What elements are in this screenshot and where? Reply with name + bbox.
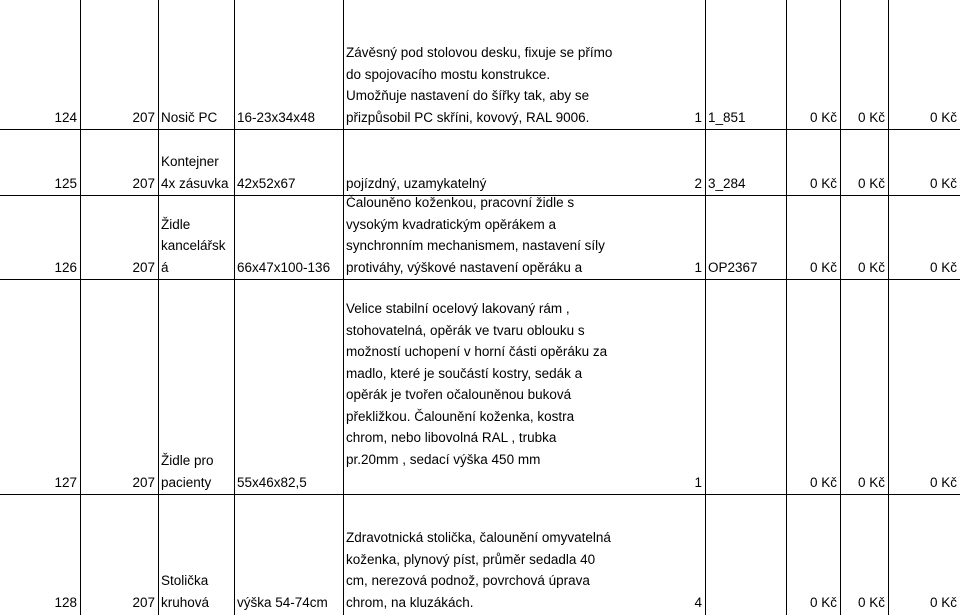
description-text: chrom, na kluzákách. — [346, 594, 474, 610]
quantity-cell[interactable] — [600, 0, 705, 130]
code-text: 207 — [132, 594, 155, 610]
code-text: 207 — [132, 474, 155, 490]
description-text: vysokým kvadratickým opěrákem a — [346, 216, 557, 232]
price-cell-2[interactable] — [840, 130, 888, 196]
price-3-text: 0 Kč — [929, 109, 957, 125]
code-text: 207 — [132, 109, 155, 125]
dimensions-text: 55x46x82,5 — [237, 474, 307, 490]
dimensions-cell[interactable] — [234, 280, 343, 495]
price-3-text: 0 Kč — [929, 259, 957, 275]
description-text: Čalouněno koženkou, pracovní židle s — [346, 195, 575, 210]
price-2-text: 0 Kč — [857, 175, 885, 191]
price-cell-1[interactable] — [786, 495, 840, 615]
item-name-text: Stolička — [161, 573, 209, 588]
price-cell-1[interactable] — [786, 0, 840, 130]
price-cell-2[interactable] — [840, 0, 888, 130]
quantity-cell[interactable] — [600, 196, 705, 280]
price-1-text: 0 Kč — [809, 109, 837, 125]
price-1-text: 0 Kč — [809, 175, 837, 191]
price-cell-2[interactable] — [840, 495, 888, 615]
item-number-cell[interactable] — [0, 196, 80, 280]
item-number-cell[interactable] — [0, 0, 80, 130]
price-cell-2[interactable] — [840, 196, 888, 280]
reference-text: 1_851 — [708, 109, 746, 125]
description-text: do spojovacího mostu konstrukce. — [346, 66, 551, 82]
item-number-text: 127 — [54, 474, 77, 490]
description-text: překližkou. Čalounění koženka, kostra — [346, 408, 575, 424]
item-name-cell[interactable] — [158, 280, 234, 495]
description-text: stohovatelná, opěrák ve tvaru oblouku s — [346, 322, 585, 338]
quantity-text: 1 — [694, 474, 702, 490]
price-1-text: 0 Kč — [809, 594, 837, 610]
quantity-text: 1 — [694, 109, 702, 125]
quantity-cell[interactable] — [600, 495, 705, 615]
price-2-text: 0 Kč — [857, 109, 885, 125]
item-number-cell[interactable] — [0, 280, 80, 495]
item-name-cell[interactable] — [158, 495, 234, 615]
item-number-text: 128 — [54, 594, 77, 610]
price-cell-3[interactable] — [888, 196, 960, 280]
reference-cell[interactable] — [705, 280, 786, 495]
item-name-text: kruhová — [161, 594, 210, 610]
item-number-text: 124 — [54, 109, 77, 125]
price-cell-3[interactable] — [888, 0, 960, 130]
item-number-cell[interactable] — [0, 130, 80, 196]
description-text: opěrák je tvořen očalouněnou buková — [346, 387, 572, 402]
description-text: pr.20mm , sedací výška 450 mm — [346, 451, 541, 467]
item-number-cell[interactable] — [0, 495, 80, 615]
quantity-text: 4 — [694, 594, 702, 610]
reference-cell[interactable] — [705, 130, 786, 196]
item-name-text: Kontejner — [161, 154, 219, 169]
item-name-cell[interactable] — [158, 0, 234, 130]
item-name-cell[interactable] — [158, 130, 234, 196]
price-cell-3[interactable] — [888, 280, 960, 495]
reference-cell[interactable] — [705, 0, 786, 130]
code-cell[interactable] — [80, 280, 158, 495]
dimensions-text: 66x47x100-136 — [237, 259, 331, 275]
description-text: Zdravotnická stolička, čalounění omyvatelná — [346, 530, 611, 545]
description-text: synchronním mechanismem, nastavení síly — [346, 238, 605, 253]
dimensions-cell[interactable] — [234, 0, 343, 130]
item-name-cell[interactable] — [158, 196, 234, 280]
quantity-cell[interactable] — [600, 130, 705, 196]
item-name-text: á — [161, 259, 169, 275]
price-cell-3[interactable] — [888, 130, 960, 196]
description-text: možností uchopení v horní části opěráku za — [346, 344, 608, 359]
quantity-text: 2 — [694, 175, 702, 191]
reference-text: OP2367 — [708, 259, 758, 275]
item-name-text: pacienty — [161, 474, 212, 490]
description-text: Velice stabilní ocelový lakovaný rám , — [346, 301, 570, 316]
reference-cell[interactable] — [705, 495, 786, 615]
description-text: chrom, nebo libovolná RAL , trubka — [346, 430, 557, 445]
price-3-text: 0 Kč — [929, 474, 957, 490]
price-3-text: 0 Kč — [929, 175, 957, 191]
description-text: přizpůsobil PC skříni, kovový, RAL 9006. — [346, 109, 590, 125]
price-1-text: 0 Kč — [809, 474, 837, 490]
description-text: Závěsný pod stolovou desku, fixuje se přímo — [346, 45, 613, 60]
code-cell[interactable] — [80, 196, 158, 280]
dimensions-cell[interactable] — [234, 495, 343, 615]
description-text: madlo, které je součástí kostry, sedák a — [346, 365, 583, 381]
item-number-text: 126 — [54, 259, 77, 275]
dimensions-cell[interactable] — [234, 130, 343, 196]
quantity-text: 1 — [694, 259, 702, 275]
description-text: protiváhy, výškové nastavení opěráku a — [346, 259, 583, 275]
price-2-text: 0 Kč — [857, 474, 885, 490]
item-name-text: 4x zásuvka — [161, 175, 229, 191]
price-3-text: 0 Kč — [929, 594, 957, 610]
description-text: cm, nerezová podnož, povrchová úprava — [346, 573, 590, 588]
reference-text: 3_284 — [708, 175, 746, 191]
dimensions-text: 42x52x67 — [237, 175, 296, 191]
item-name-text: Nosič PC — [161, 109, 218, 125]
item-number-text: 125 — [54, 175, 77, 191]
price-cell-3[interactable] — [888, 495, 960, 615]
code-text: 207 — [132, 259, 155, 275]
description-text: Umožňuje nastavení do šířky tak, aby se — [346, 88, 590, 103]
dimensions-cell[interactable] — [234, 196, 343, 280]
dimensions-text: 16-23x34x48 — [237, 109, 316, 125]
code-cell[interactable] — [80, 495, 158, 615]
price-cell-1[interactable] — [786, 280, 840, 495]
item-name-text: Židle — [161, 216, 191, 232]
reference-cell[interactable] — [705, 196, 786, 280]
description-text: pojízdný, uzamykatelný — [346, 175, 487, 191]
dimensions-text: výška 54-74cm — [237, 594, 328, 610]
price-1-text: 0 Kč — [809, 259, 837, 275]
code-cell[interactable] — [80, 0, 158, 130]
description-text: koženka, plynový píst, průměr sedadla 40 — [346, 551, 596, 567]
quantity-cell[interactable] — [600, 280, 705, 495]
item-name-text: Židle pro — [161, 453, 214, 468]
price-cell-1[interactable] — [786, 196, 840, 280]
price-2-text: 0 Kč — [857, 259, 885, 275]
price-cell-1[interactable] — [786, 130, 840, 196]
code-cell[interactable] — [80, 130, 158, 196]
price-cell-2[interactable] — [840, 280, 888, 495]
item-name-text: kancelářsk — [161, 238, 226, 253]
code-text: 207 — [132, 175, 155, 191]
price-2-text: 0 Kč — [857, 594, 885, 610]
